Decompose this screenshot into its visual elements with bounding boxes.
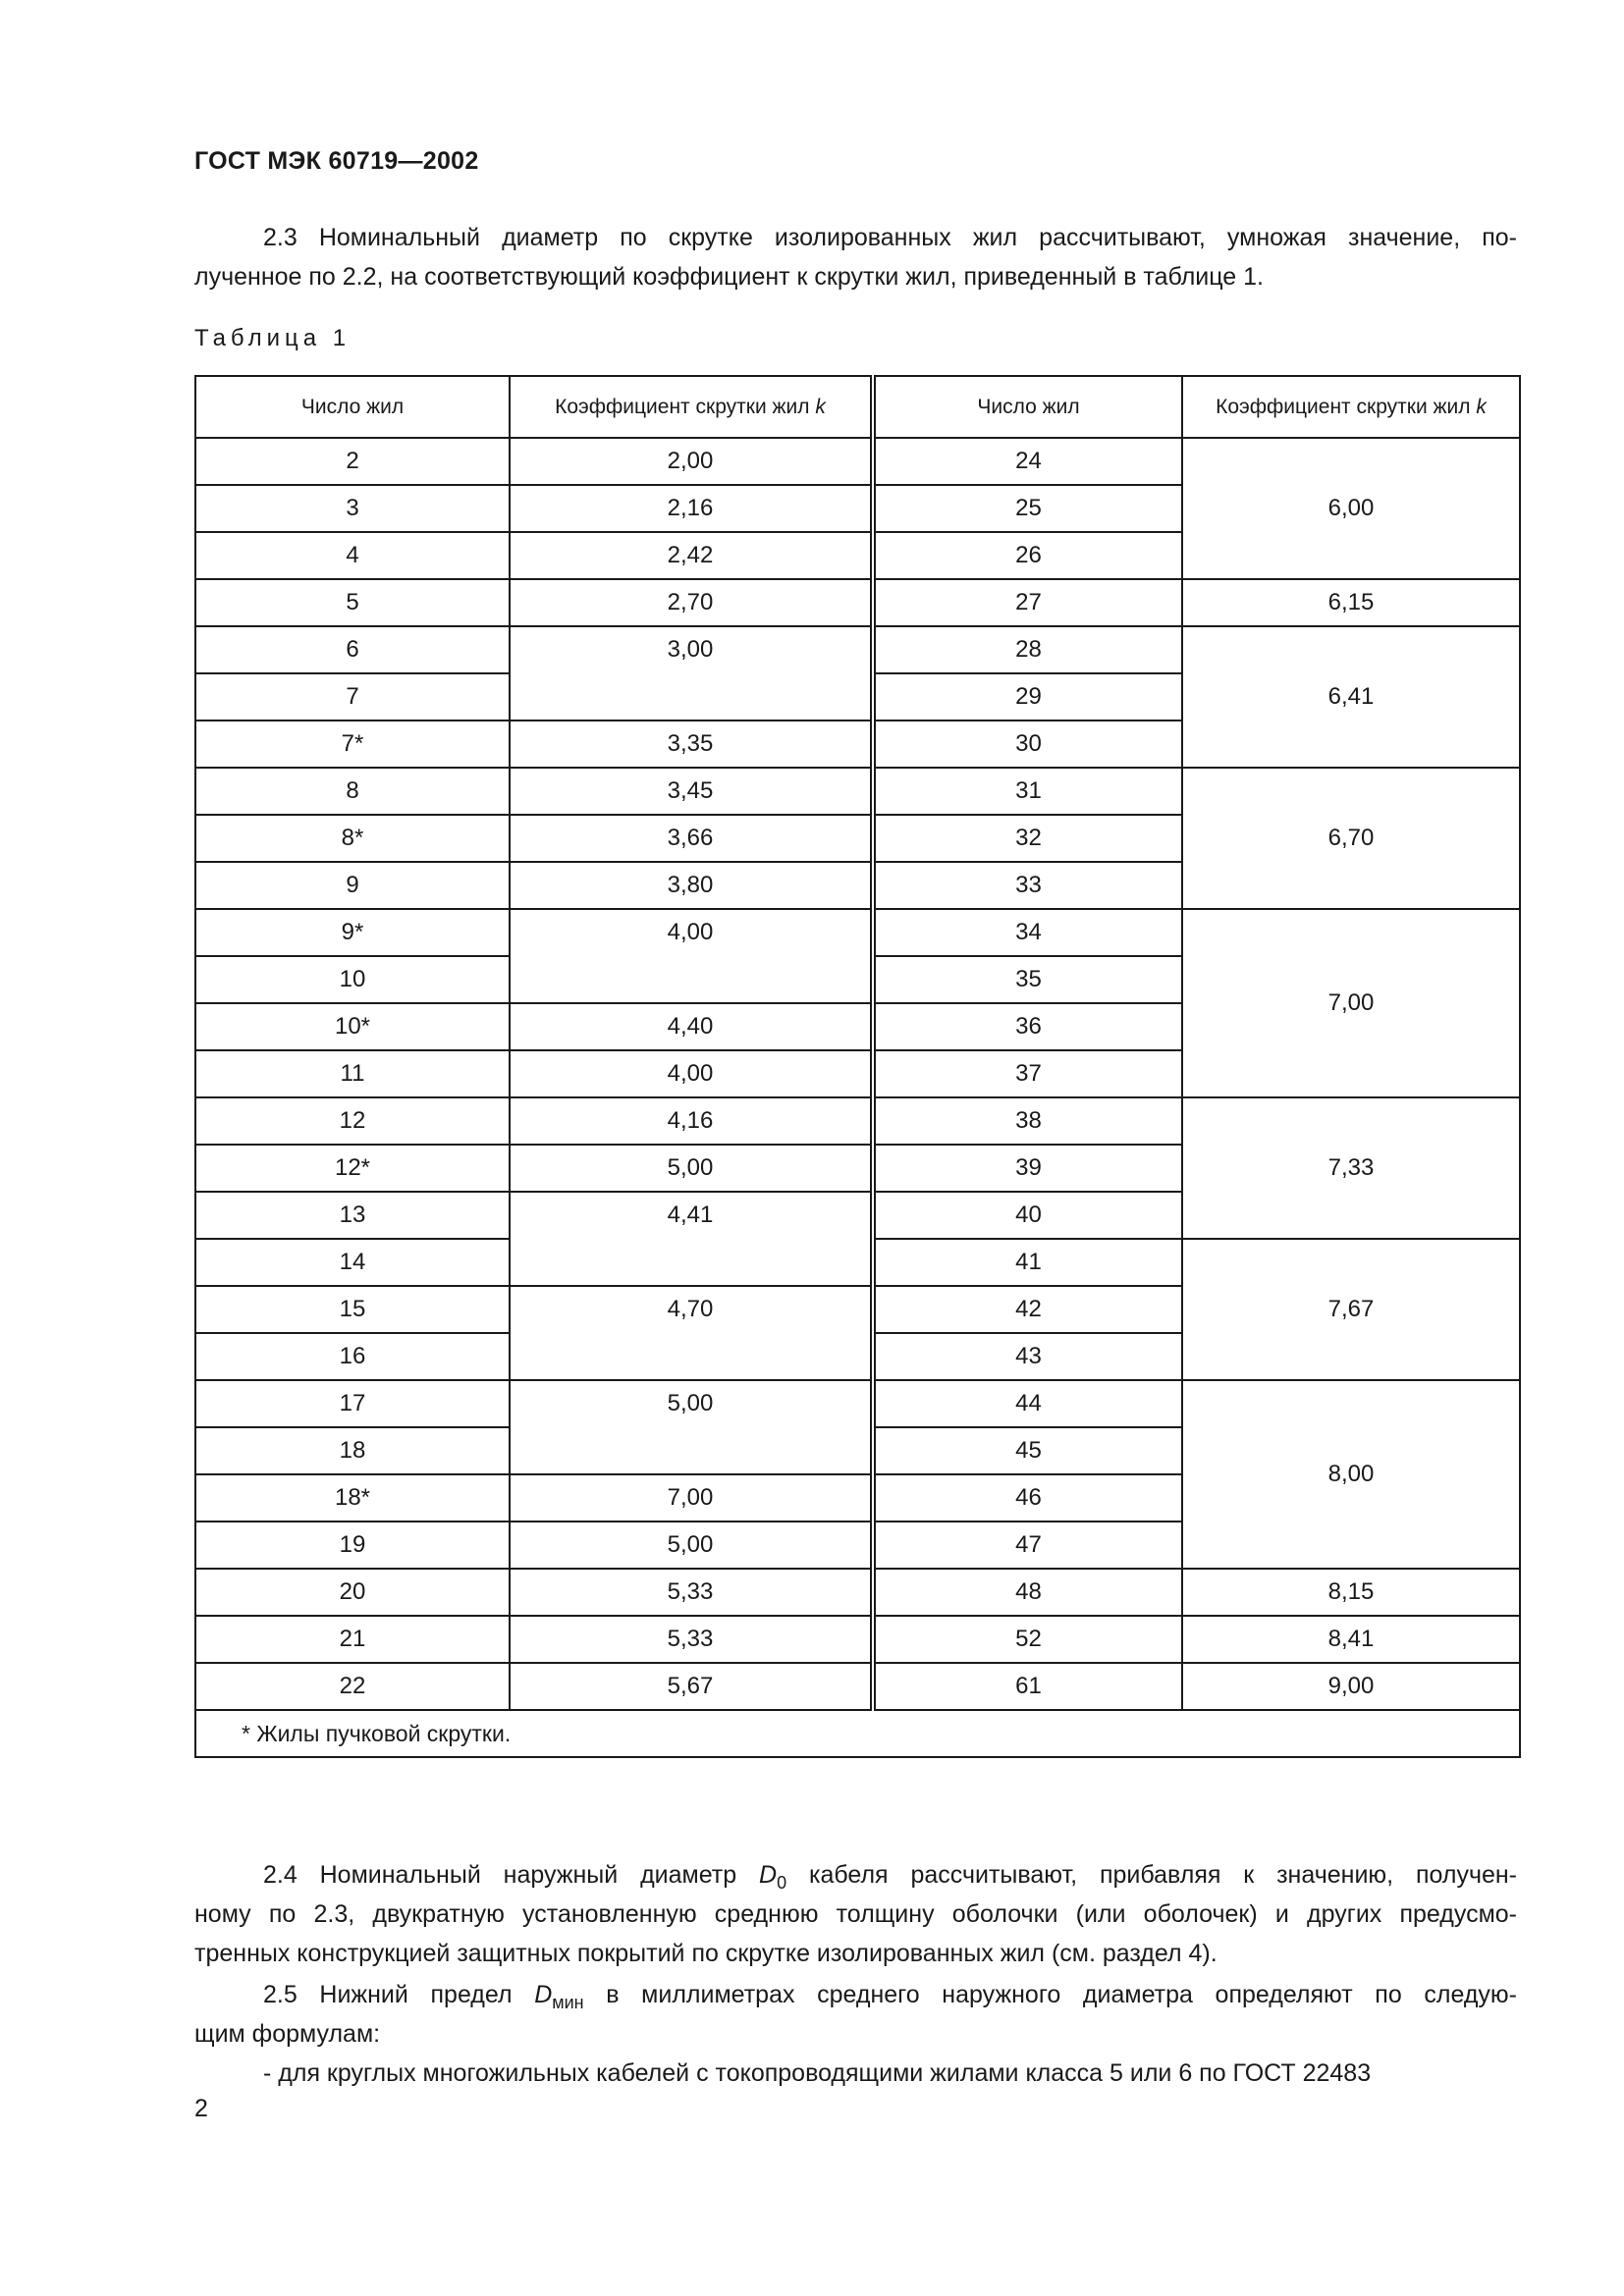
coef-cell: 5,00 — [510, 1522, 873, 1569]
coef-cell: 3,45 — [510, 768, 873, 815]
coef-cell: 6,41 — [1182, 626, 1520, 768]
count-cell: 34 — [873, 909, 1182, 956]
table-row — [195, 1380, 1520, 1427]
table-row — [195, 909, 1520, 956]
coef-cell: 5,33 — [510, 1569, 873, 1616]
count-cell: 10* — [195, 1003, 510, 1050]
count-cell: 10 — [195, 956, 510, 1003]
paragraph-2-3-line-1: 2.3 Номинальный диаметр по скрутке изолированных жил рассчитывают, умножая значение, по- — [263, 224, 1517, 251]
count-cell: 35 — [873, 956, 1182, 1003]
coef-cell: 7,00 — [1182, 909, 1520, 1097]
count-cell: 22 — [195, 1663, 510, 1710]
header-coef-left: Коэффициент скрутки жил k — [510, 376, 873, 438]
count-cell: 7 — [195, 673, 510, 721]
count-cell: 52 — [873, 1616, 1182, 1663]
count-cell: 47 — [873, 1522, 1182, 1569]
coef-cell: 7,00 — [510, 1474, 873, 1522]
table-row — [195, 1616, 1520, 1663]
coef-cell: 4,41 — [510, 1192, 873, 1286]
table-1 — [194, 375, 1521, 1758]
count-cell: 40 — [873, 1192, 1182, 1239]
coef-cell: 6,70 — [1182, 768, 1520, 909]
page-number: 2 — [194, 2095, 208, 2122]
symbol-k: k — [1476, 395, 1487, 418]
coef-cell: 4,40 — [510, 1003, 873, 1050]
paragraph-2-5-line-2: щим формулам: — [194, 2020, 381, 2048]
paragraph-2-5-line-3: - для круглых многожильных кабелей с токопроводящими жилами класса 5 или 6 по ГОСТ 22483 — [263, 2059, 1372, 2087]
count-cell: 9* — [195, 909, 510, 956]
coef-cell: 2,70 — [510, 579, 873, 626]
count-cell: 33 — [873, 862, 1182, 909]
count-cell: 5 — [195, 579, 510, 626]
table-row — [195, 1569, 1520, 1616]
count-cell: 9 — [195, 862, 510, 909]
count-cell: 26 — [873, 532, 1182, 579]
count-cell: 28 — [873, 626, 1182, 673]
paragraph-2-4-text-b: кабеля рассчитывают, прибавляя к значению, получен- — [786, 1861, 1518, 1889]
count-cell: 37 — [873, 1050, 1182, 1097]
table-row — [195, 768, 1520, 815]
table-header-row — [195, 376, 1520, 438]
coef-cell: 4,00 — [510, 909, 873, 1003]
paragraph-2-4-line-2: ному по 2.3, двукратную установленную среднюю толщину оболочки (или оболочек) и других предусмо- — [194, 1900, 1517, 1928]
count-cell: 29 — [873, 673, 1182, 721]
symbol-d0: D — [759, 1861, 778, 1889]
count-cell: 27 — [873, 579, 1182, 626]
coef-cell: 2,16 — [510, 485, 873, 532]
paragraph-2-4-line-3: тренных конструкцией защитных покрытий по скрутке изолированных жил (см. раздел 4). — [194, 1940, 1218, 1967]
count-cell: 18* — [195, 1474, 510, 1522]
count-cell: 42 — [873, 1286, 1182, 1333]
coef-cell: 4,70 — [510, 1286, 873, 1380]
count-cell: 24 — [873, 438, 1182, 485]
count-cell: 7* — [195, 721, 510, 768]
table-row — [195, 1663, 1520, 1710]
count-cell: 12* — [195, 1145, 510, 1192]
count-cell: 12 — [195, 1097, 510, 1145]
coef-cell: 3,35 — [510, 721, 873, 768]
count-cell: 44 — [873, 1380, 1182, 1427]
coef-cell: 8,00 — [1182, 1380, 1520, 1569]
count-cell: 17 — [195, 1380, 510, 1427]
count-cell: 3 — [195, 485, 510, 532]
count-cell: 8 — [195, 768, 510, 815]
count-cell: 11 — [195, 1050, 510, 1097]
paragraph-2-5-text-b: в миллиметрах среднего наружного диаметра определяют по следую- — [583, 1981, 1517, 2008]
count-cell: 32 — [873, 815, 1182, 862]
coef-cell: 4,00 — [510, 1050, 873, 1097]
coef-cell: 3,80 — [510, 862, 873, 909]
symbol-dmin-subscript: мин — [552, 1993, 584, 2012]
header-count-left: Число жил — [195, 376, 510, 438]
count-cell: 46 — [873, 1474, 1182, 1522]
count-cell: 45 — [873, 1427, 1182, 1474]
paragraph-2-4-text-a: 2.4 Номинальный наружный диаметр — [263, 1861, 760, 1889]
count-cell: 14 — [195, 1239, 510, 1286]
count-cell: 30 — [873, 721, 1182, 768]
coef-cell: 6,00 — [1182, 438, 1520, 579]
coef-cell: 2,42 — [510, 532, 873, 579]
coef-cell: 3,00 — [510, 626, 873, 721]
document-header: ГОСТ МЭК 60719—2002 — [194, 147, 479, 175]
count-cell: 31 — [873, 768, 1182, 815]
count-cell: 18 — [195, 1427, 510, 1474]
count-cell: 38 — [873, 1097, 1182, 1145]
count-cell: 61 — [873, 1663, 1182, 1710]
table-row — [195, 579, 1520, 626]
count-cell: 41 — [873, 1239, 1182, 1286]
coef-cell: 2,00 — [510, 438, 873, 485]
table-caption: Таблица 1 — [194, 325, 352, 351]
symbol-d0-subscript: 0 — [777, 1873, 787, 1893]
count-cell: 15 — [195, 1286, 510, 1333]
symbol-dmin: D — [534, 1981, 553, 2008]
count-cell: 19 — [195, 1522, 510, 1569]
coef-cell: 8,15 — [1182, 1569, 1520, 1616]
coef-cell: 5,33 — [510, 1616, 873, 1663]
count-cell: 25 — [873, 485, 1182, 532]
table-row — [195, 1097, 1520, 1145]
coef-cell: 3,66 — [510, 815, 873, 862]
count-cell: 2 — [195, 438, 510, 485]
count-cell: 16 — [195, 1333, 510, 1380]
coef-cell: 6,15 — [1182, 579, 1520, 626]
count-cell: 6 — [195, 626, 510, 673]
count-cell: 48 — [873, 1569, 1182, 1616]
symbol-k: k — [815, 395, 826, 418]
paragraph-2-3-line-2: лученное по 2.2, на соответствующий коэффициент к скрутки жил, приведенный в таблице 1. — [194, 263, 1264, 291]
coef-cell: 5,00 — [510, 1380, 873, 1474]
table-row — [195, 626, 1520, 673]
header-count-right: Число жил — [873, 376, 1182, 438]
header-coef-right: Коэффициент скрутки жил k — [1182, 376, 1520, 438]
count-cell: 20 — [195, 1569, 510, 1616]
count-cell: 36 — [873, 1003, 1182, 1050]
count-cell: 43 — [873, 1333, 1182, 1380]
coef-cell: 9,00 — [1182, 1663, 1520, 1710]
coef-cell: 5,67 — [510, 1663, 873, 1710]
count-cell: 39 — [873, 1145, 1182, 1192]
coef-cell: 4,16 — [510, 1097, 873, 1145]
coef-cell: 5,00 — [510, 1145, 873, 1192]
count-cell: 13 — [195, 1192, 510, 1239]
table-row — [195, 438, 1520, 485]
count-cell: 4 — [195, 532, 510, 579]
table-footnote-row — [195, 1710, 1520, 1757]
count-cell: 8* — [195, 815, 510, 862]
count-cell: 21 — [195, 1616, 510, 1663]
coef-cell: 7,67 — [1182, 1239, 1520, 1380]
coef-cell: 7,33 — [1182, 1097, 1520, 1239]
paragraph-2-5-text-a: 2.5 Нижний предел — [263, 1981, 535, 2008]
coef-cell: 8,41 — [1182, 1616, 1520, 1663]
table-footnote: * Жилы пучковой скрутки. — [195, 1710, 1520, 1757]
